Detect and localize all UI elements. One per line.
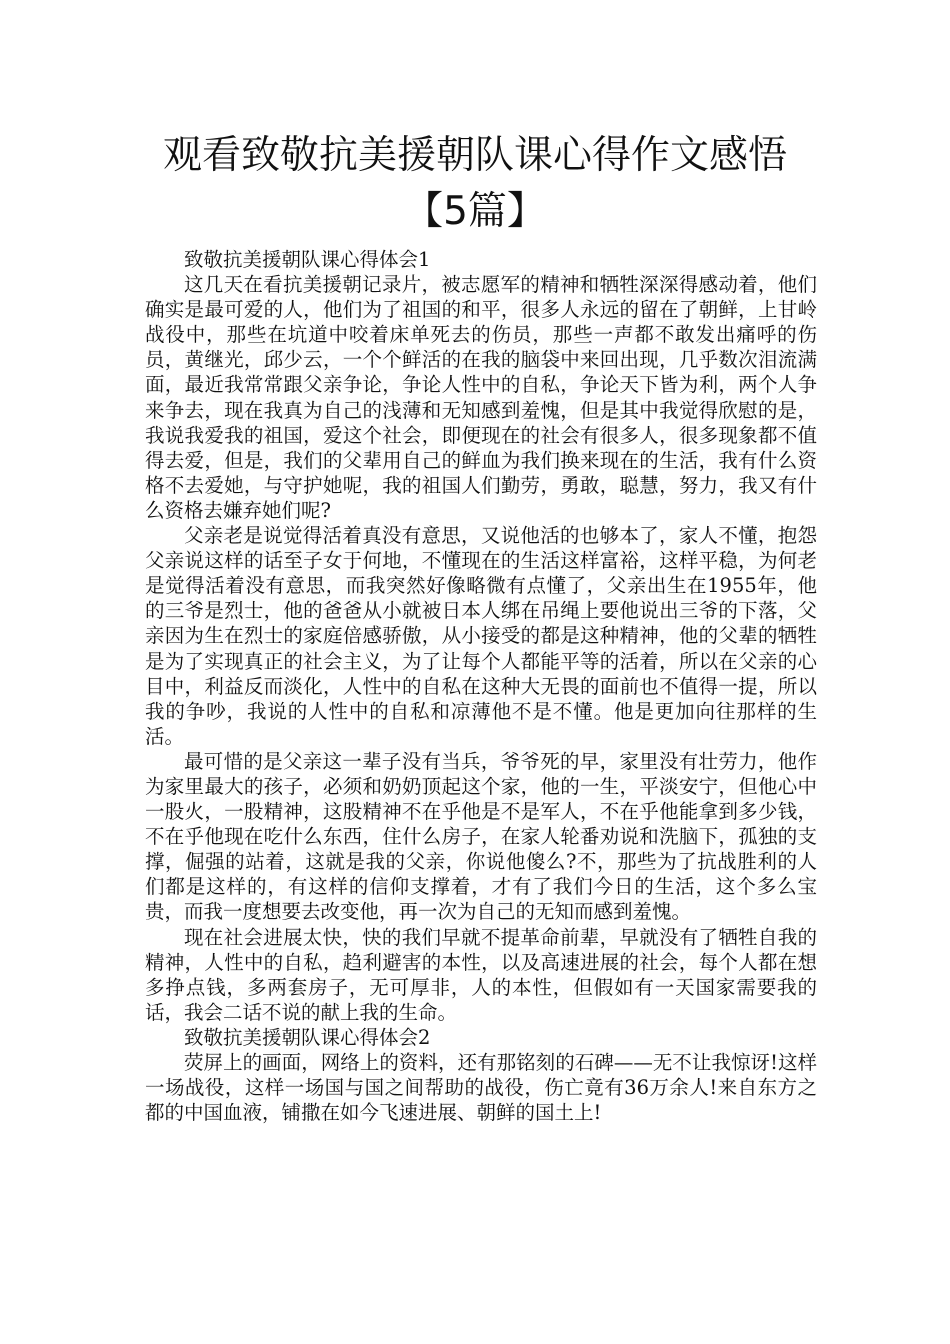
document-body: [145, 247, 817, 1125]
title-line-2: 【5篇】: [404, 189, 546, 234]
body-paragraph: 父亲老是说觉得活着真没有意思，又说他活的也够本了，家人不懂，抱怨父亲说这样的话至子女于何地，不懂现在的生活这样富裕，这样平稳，为何老是觉得活着没有意思，而我突然好像略微有点懂了，父亲出生在1955年，他的三爷是烈士，他的爸爸从小就被日本人绑在吊绳上要他说出三爷的下落，父亲因为生在烈士的家庭倍感骄傲，从小接受的都是这种精神，他的父辈的牺牲是为了实现真正的社会主义，为了让每个人都能平等的活着，所以在父亲的心目中，利益反而淡化，人性中的自私在这种大无畏的面前也不值得一提，所以我的争吵，我说的人性中的自私和凉薄他不是不懂。他是更加向往那样的生活。: [145, 524, 817, 748]
body-paragraph: 荧屏上的画面，网络上的资料，还有那铭刻的石碑——无不让我惊讶!这样一场战役，这样一场国与国之间帮助的战役，伤亡竟有36万余人!来自东方之都的中国血液，铺撒在如今飞速进展、朝鲜的国土上!: [145, 1051, 817, 1125]
section-heading-1: 致敬抗美援朝队课心得体会1: [184, 248, 431, 271]
body-paragraph: 最可惜的是父亲这一辈子没有当兵，爷爷死的早，家里没有壮劳力，他作为家里最大的孩子，必须和奶奶顶起这个家，他的一生，平淡安宁，但他心中一股火，一股精神，这股精神不在乎他是不是军人，不在乎他能拿到多少钱，不在乎他现在吃什么东西，住什么房子，在家人轮番劝说和洗脑下，孤独的支撑，倔强的站着，这就是我的父亲，你说他傻么?不，那些为了抗战胜利的人们都是这样的，有这样的信仰支撑着，才有了我们今日的生活，这个多么宝贵，而我一度想要去改变他，再一次为自己的无知而感到羞愧。: [145, 749, 817, 924]
section-heading-2: 致敬抗美援朝队课心得体会2: [184, 1025, 431, 1049]
title-line-1: 观看致敬抗美援朝队课心得作文感悟: [162, 133, 787, 178]
body-paragraph: 现在社会进展太快，快的我们早就不提革命前辈，早就没有了牺牲自我的精神，人性中的自私，趋利避害的本性，以及高速进展的社会，每个人都在想多挣点钱，多两套房子，无可厚非，人的本性，但假如有一天国家需要我的话，我会二话不说的献上我的生命。: [145, 925, 817, 1024]
document-title: [120, 128, 830, 240]
body-paragraph: 这几天在看抗美援朝记录片，被志愿军的精神和牺牲深深得感动着，他们确实是最可爱的人，他们为了祖国的和平，很多人永远的留在了朝鲜，上甘岭战役中，那些在坑道中咬着床单死去的伤员，那些一声都不敢发出痛呼的伤员，黄继光，邱少云，一个个鲜活的在我的脑袋中来回出现，几乎数次泪流满面，最近我常常跟父亲争论，争论人性中的自私，争论天下皆为利，两个人争来争去，现在我真为自己的浅薄和无知感到羞愧，但是其中我觉得欣慰的是，我说我爱我的祖国，爱这个社会，即便现在的社会有很多人，很多现象都不值得去爱，但是，我们的父辈用自己的鲜血为我们换来现在的生活，我有什么资格不去爱她，与守护她呢，我的祖国人们勤劳，勇敢，聪慧，努力，我又有什么资格去嫌弃她们呢?: [145, 273, 817, 522]
